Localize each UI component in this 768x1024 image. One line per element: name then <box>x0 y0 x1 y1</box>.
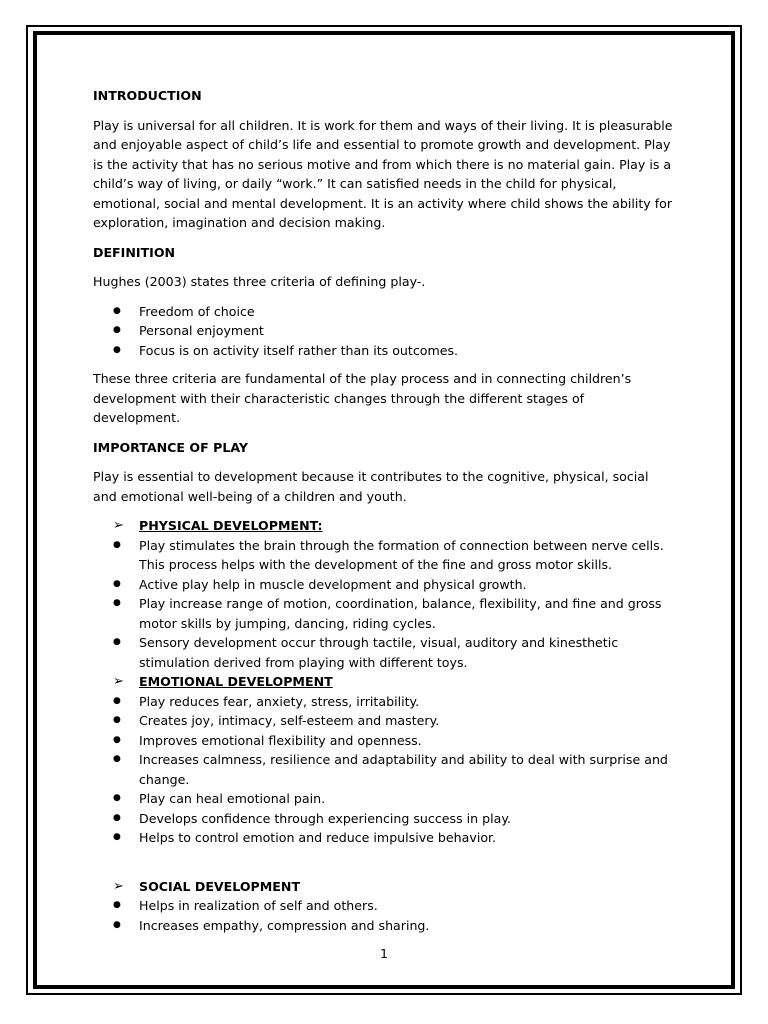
bullet-icon: ● <box>113 900 121 910</box>
arrow-bullet-icon: ➢ <box>113 674 124 689</box>
list-item: ● Increases empathy, compression and sharing. <box>93 916 673 936</box>
spacer <box>93 848 673 877</box>
definition-conclusion: These three criteria are fundamental of the play process and in connecting children’s development with their characteristic changes through the different stages of development. <box>93 371 632 425</box>
list-item: ● Helps in realization of self and others. <box>93 896 673 916</box>
bullet-icon: ● <box>113 715 121 725</box>
definition-intro: Hughes (2003) states three criteria of defining play-. <box>93 274 426 289</box>
introduction-heading: INTRODUCTION <box>93 88 202 103</box>
list-item: ● Focus is on activity itself rather than its outcomes. <box>93 341 673 361</box>
social-list <box>93 896 673 935</box>
bullet-icon: ● <box>113 793 121 803</box>
list-item: ● Freedom of choice <box>93 302 673 322</box>
list-item: ● Play increase range of motion, coordination, balance, flexibility, and fine and gross motor skills by jumping, dancing, riding cycles. <box>113 596 662 631</box>
page-number: 1 <box>379 946 388 961</box>
bullet-icon: ● <box>113 305 121 316</box>
list-item: ● Improves emotional flexibility and openness. <box>93 731 673 751</box>
bullet-icon: ● <box>113 637 121 647</box>
importance-paragraph: Play is essential to development because it contributes to the cognitive, physical, social and emotional well-being of a children and youth. <box>93 469 649 504</box>
list-item: ● Increases calmness, resilience and adaptability and ability to deal with surprise and change. <box>113 752 668 787</box>
arrow-bullet-icon: ➢ <box>113 518 124 533</box>
list-item: ● Play can heal emotional pain. <box>93 789 673 809</box>
list-item: ● Active play help in muscle development and physical growth. <box>93 575 673 595</box>
document-body <box>93 86 673 944</box>
bullet-icon: ● <box>113 578 121 589</box>
physical-heading: ➢ PHYSICAL DEVELOPMENT: <box>93 516 673 536</box>
list-item: ● Sensory development occur through tactile, visual, auditory and kinesthetic stimulation derived from playing with different toys. <box>113 635 619 670</box>
list-item: ● Helps to control emotion and reduce impulsive behavior. <box>93 828 673 848</box>
bullet-icon: ● <box>113 344 121 355</box>
bullet-icon: ● <box>113 919 121 930</box>
bullet-icon: ● <box>113 812 121 823</box>
list-item: ● Develops confidence through experiencing success in play. <box>93 809 673 829</box>
bullet-icon: ● <box>113 539 121 550</box>
criteria-list <box>93 302 673 361</box>
list-item: ● Play reduces fear, anxiety, stress, irritability. <box>93 692 673 712</box>
bullet-icon: ● <box>113 325 121 335</box>
definition-heading: DEFINITION <box>93 244 176 260</box>
list-item: ● Play stimulates the brain through the formation of connection between nerve cells. This process helps with the development of the fine and gross motor skills. <box>113 537 664 572</box>
bullet-icon: ● <box>113 734 121 745</box>
list-item: ● Creates joy, intimacy, self-esteem and mastery. <box>93 711 673 731</box>
bullet-icon: ● <box>113 754 121 764</box>
bullet-icon: ● <box>113 598 121 608</box>
bullet-icon: ● <box>113 695 121 706</box>
bullet-icon: ● <box>113 832 121 842</box>
introduction-paragraph: Play is universal for all children. It is work for them and ways of their living. It is pleasurable and enjoyable aspect of child’s life and essential to promote growth and development. Play is the activity that has no serious motive and from which there is no material gain. Play is a child’s way of living, or daily “work.” It can satisfied needs in the child for physical, emotional, social and mental development. It is an activity where child shows the ability for exploration, imagination and decision making. <box>93 117 673 230</box>
social-heading: ➢ SOCIAL DEVELOPMENT <box>93 877 673 897</box>
importance-heading: IMPORTANCE OF PLAY <box>93 439 249 455</box>
emotional-list <box>93 692 673 848</box>
emotional-heading: ➢ EMOTIONAL DEVELOPMENT <box>93 672 673 692</box>
list-item: ● Personal enjoyment <box>93 321 673 341</box>
physical-list <box>93 536 673 673</box>
arrow-bullet-icon: ➢ <box>113 878 124 894</box>
